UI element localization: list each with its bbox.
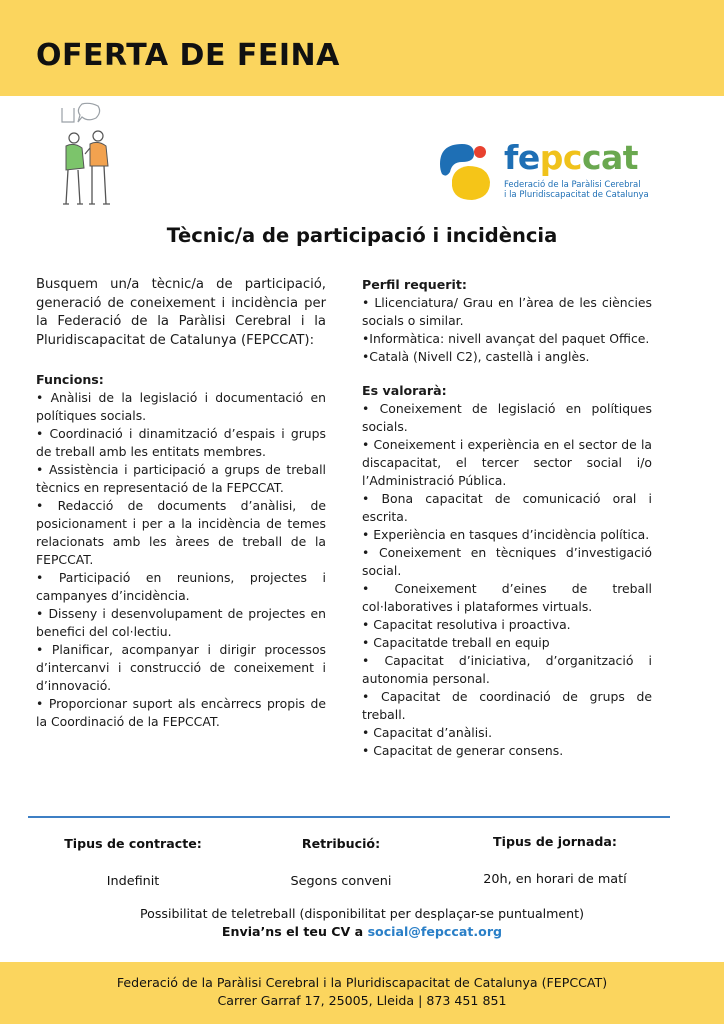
valorara-item: • Capacitat de coordinació de grups de treball. <box>362 689 652 722</box>
left-column <box>36 276 326 731</box>
funcions-item: • Disseny i desenvolupament de projectes en benefici del col·lectiu. <box>36 606 326 640</box>
salary-label: Retribució: <box>301 836 381 851</box>
perfil-item: •Informàtica: nivell avançat del paquet Office. <box>362 331 650 346</box>
intro-text: Busquem un/a tècnic/a de participació, generació de coneixement i incidència per la Federació de la Paràlisi Cerebral i la Pluridiscapacitat de Catalunya (FEPCCAT): <box>36 277 326 348</box>
valorara-heading: Es valorarà: <box>362 383 447 398</box>
valorara-item: • Capacitat de generar consens. <box>362 743 564 758</box>
footer-address: Carrer Garraf 17, 25005, Lleida | 873 451 851 <box>217 993 507 1008</box>
valorara-item: • Coneixement d’eines de treball col·laboratives i plataformes virtuals. <box>362 581 652 614</box>
job-title: Tècnic/a de participació i incidència <box>166 224 558 247</box>
perfil-heading: Perfil requerit: <box>362 277 467 292</box>
right-column <box>362 276 652 760</box>
fepccat-logo <box>436 138 656 204</box>
funcions-item: • Anàlisi de la legislació i documentació en polítiques socials. <box>36 390 326 424</box>
valorara-item: • Capacitatde treball en equip <box>362 635 550 650</box>
email-link[interactable]: social@fepccat.org <box>367 924 503 939</box>
schedule-value: 20h, en horari de matí <box>483 872 627 887</box>
valorara-item: • Coneixement de legislació en polítiques socials. <box>362 401 652 434</box>
funcions-item: • Coordinació i dinamització d’espais i grups de treball amb les entitats membres. <box>36 426 326 460</box>
funcions-heading: Funcions: <box>36 372 104 388</box>
salary-value: Segons conveni <box>290 874 392 889</box>
contract-label: Tipus de contracte: <box>64 836 202 851</box>
logo-tagline-line1: Federació de la Paràlisi Cerebral <box>504 180 641 190</box>
cv-line <box>0 923 724 941</box>
funcions-item: • Assistència i participació a grups de treball tècnics en representació de la FEPCCAT. <box>36 462 326 496</box>
contract-value: Indefinit <box>106 874 160 889</box>
logo-mark-icon <box>436 138 502 204</box>
valorara-item: • Capacitat d’anàlisi. <box>362 725 493 740</box>
cv-text: Envia’ns el teu CV a <box>221 924 368 939</box>
valorara-item: • Coneixement i experiència en el sector de la discapacitat, el tercer sector social i/o l’Administració Pública. <box>362 437 652 488</box>
people-talking-icon <box>52 100 122 210</box>
section-divider <box>28 816 670 818</box>
valorara-item: • Bona capacitat de comunicació oral i escrita. <box>362 491 652 524</box>
footer-org-name: Federació de la Paràlisi Cerebral i la Pluridiscapacitat de Catalunya (FEPCCAT) <box>116 975 608 990</box>
valorara-item: • Coneixement en tècniques d’investigació social. <box>362 545 652 578</box>
funcions-item: • Proporcionar suport als encàrrecs propis de la Coordinació de la FEPCCAT. <box>36 696 326 730</box>
funcions-item: • Planificar, acompanyar i dirigir processos d’intercanvi i construcció de coneixement i d’innovació. <box>36 642 326 694</box>
valorara-item: • Experiència en tasques d’incidència política. <box>362 527 650 542</box>
funcions-item: • Participació en reunions, projectes i campanyes d’incidència. <box>36 570 326 604</box>
valorara-item: • Capacitat resolutiva i proactiva. <box>362 617 571 632</box>
logo-tagline-line2: i la Pluridiscapacitat de Catalunya <box>504 190 649 200</box>
schedule-label: Tipus de jornada: <box>493 834 617 849</box>
valorara-item: • Capacitat d’iniciativa, d’organització i autonomia personal. <box>362 653 652 686</box>
funcions-item: • Redacció de documents d’anàlisi, de posicionament i per a la incidència de temes relacionats amb les àrees de treball de la FEPCCAT. <box>36 498 326 568</box>
perfil-item: • Llicenciatura/ Grau en l’àrea de les ciències socials o similar. <box>362 295 652 328</box>
telework-note: Possibilitat de teletreball (disponibilitat per desplaçar-se puntualment) <box>139 906 585 921</box>
page-title: OFERTA DE FEINA <box>36 38 340 73</box>
logo-wordmark: fepccat <box>504 138 639 177</box>
perfil-item: •Català (Nivell C2), castellà i anglès. <box>362 349 590 364</box>
